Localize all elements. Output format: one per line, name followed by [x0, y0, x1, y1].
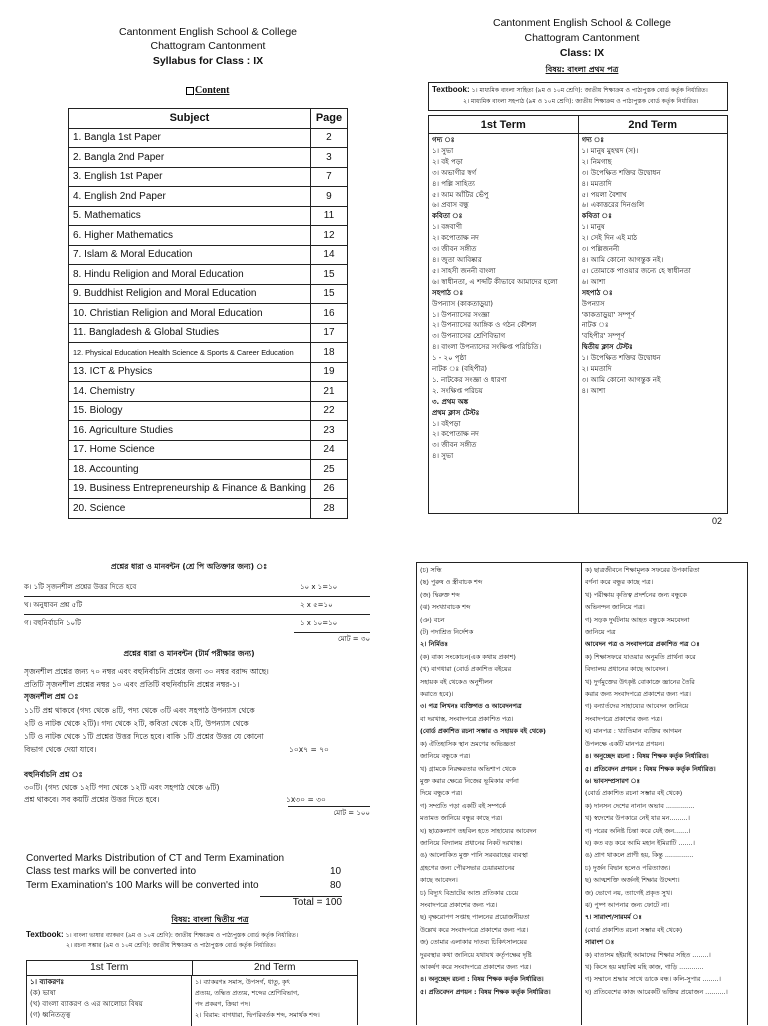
first-term-item: ৩। জীবন সঙ্গীত	[432, 245, 477, 254]
content-row	[69, 362, 348, 382]
first-term-item: ৪। পল্লি সাহিত্য	[432, 179, 475, 188]
right-campus-name: Chattogram Cantonment	[524, 32, 640, 44]
mcq-title: বহুনির্বাচনি প্রশ্ন ঃ	[24, 770, 83, 779]
continuation-left-item: (ক) বাক্য সংকোচন(এক কথায় প্রকাশ)	[420, 652, 516, 661]
marks-title-ct: প্রশ্নের ধারা ও মানবন্টন (শ্রে পি অতিক্তার জন্য) ঃ	[110, 562, 268, 571]
continuation-left-item: ছ) বৃক্ষরোপণ সপ্তাহ পালনের প্রয়োজনীয়তা	[420, 913, 530, 922]
textbook-label: Textbook:	[432, 85, 470, 94]
content-page: 12	[310, 226, 347, 246]
converted-total: Total = 100	[260, 896, 342, 908]
textbook-line-2: ২। মাধ্যমিক বাংলা সহপাঠ (৯ম ও ১০ম শ্রেণি): জাতীয় শিক্ষাক্রম ও পাঠ্যপুস্তক বোর্ড কর্তৃক নির্ধারিত।	[463, 98, 699, 105]
continuation-left-item: (বোর্ড প্রকাশিত রচনা সম্ভার ও সহায়ক বই থেকে)	[420, 727, 546, 736]
content-row	[69, 499, 348, 519]
content-row	[69, 460, 348, 480]
continuation-left-item: কাছে আবেদন।	[420, 876, 458, 885]
content-row	[69, 265, 348, 285]
content-marker-icon	[186, 87, 194, 95]
content-page: 2	[310, 128, 347, 148]
continuation-right-item: ছ) আত্মশক্তি অর্জনই শিক্ষার উদ্দেশ্য।	[585, 876, 680, 885]
mcq-line-2: প্রশ্ন থাকবে। সব কয়টি প্রশ্নের উত্তর দিতে হবে। ১x৩০ = ৩০	[24, 795, 326, 804]
content-row	[69, 401, 348, 421]
content-page: 23	[310, 421, 347, 441]
second-term-item: ৪। মমতাদি	[581, 179, 612, 188]
creative-question-line: ২টি ও নাটক থেকে ২টি)। গদ্য থেকে ২টি, কবিতা থেকে ২টি, উপন্যাস থেকে	[24, 719, 249, 728]
first-term-item: ১। উপন্যাসের সংজ্ঞা	[432, 310, 490, 319]
continuation-right-item: খ) স্বদেশের উপকারে নেই যার মন.........।	[585, 814, 690, 823]
content-subject: 11. Bangladesh & Global Studies	[69, 323, 311, 343]
first-term-item: ১. নাটকের সংজ্ঞা ও ধারণা	[432, 375, 507, 384]
content-row	[69, 148, 348, 168]
term-marks-line: প্রতিটি সৃজনশীল প্রশ্নের নম্বর ১০ এবং প্রতিটি বহুনির্বাচনি প্রশ্নের নম্বর-১।	[24, 680, 240, 689]
second-term-item: কবিতা ঃ	[581, 212, 612, 221]
second-term-item: 'বহিপীর' সম্পূর্ণ	[581, 332, 625, 341]
content-subject: 3. English 1st Paper	[69, 167, 311, 187]
bangla1-subject-title: বিষয়: বাংলা প্রথম পত্র	[545, 65, 619, 74]
continuation-right-item: চ) দুর্জন বিদ্বান হলেও পরিত্যাজ্য।	[585, 863, 671, 872]
continuation-right-item: ঝ) পুষ্প আপনার জন্য ফোটে না।	[585, 900, 670, 909]
converted-value: 80	[330, 880, 342, 891]
content-page: 21	[310, 382, 347, 402]
first-term-item: ২। বই পড়া	[432, 157, 463, 166]
first-term-item: ২। উপন্যাসের আঙ্গিক ও গঠন কৌশল	[432, 321, 537, 330]
continuation-left-item: (ঝ) সংখ্যাবাচক শব্দ	[420, 603, 471, 612]
content-table	[68, 108, 348, 519]
content-row	[69, 323, 348, 343]
mcq-line: ৩০টি। (গদ্য থেকে ১২টি পদ্য থেকে ১২টি এবং সহপাঠ থেকে ৬টি)	[24, 783, 220, 792]
second-term-item: ৬। আশা	[581, 277, 606, 286]
second-term-item: ২। মমতাদি	[581, 365, 612, 374]
first-term-item: ২। কপোতাক্ষ নদ	[432, 430, 479, 439]
content-row	[69, 128, 348, 148]
bangla2-second-term-item: পদ প্রকরণ, ক্রিয়া পদ।	[195, 1000, 251, 1008]
content-subject: 7. Islam & Moral Education	[69, 245, 311, 265]
content-page: 14	[310, 245, 347, 265]
second-term-item: গদ্য ঃ	[581, 136, 605, 144]
mcq-marks: ১x৩০ = ৩০	[286, 795, 326, 804]
first-term-item: ১। বঙ্গবাণী	[432, 223, 462, 232]
left-campus-name: Chattogram Cantonment	[150, 40, 266, 52]
marks-title-term: প্রশ্নের ধারা ও মানবন্টন (টার্ম পরীক্ষার জন্য)	[123, 649, 255, 658]
bangla2-second-term-item: ২। বিরাম: বাগধারা, দ্বিপরিবর্তক শব্দ, সমার্থক শব্দ।	[195, 1011, 320, 1019]
second-term-item: ৪। আমি কোনো আগন্তুক নই।	[581, 255, 664, 264]
continuation-left-item: মুক্ত করার ক্ষেত্রে নিজের ভূমিকার বর্ণনা	[420, 776, 519, 785]
term-header-first: 1st Term	[429, 116, 579, 134]
content-label: Content	[186, 85, 229, 96]
bangla2-textbook	[26, 930, 356, 951]
second-term-item: দ্বিতীয় ক্লাস টেস্টঃ	[581, 343, 633, 352]
content-page: 15	[310, 284, 347, 304]
continuation-left-item: মতামত জানিয়ে বন্ধুর কাছে পত্র।	[420, 814, 503, 823]
textbook-line-1: ১। মাধ্যমিক বাংলা সাহিত্য (৯ম ও ১০ম শ্রেণি): জাতীয় শিক্ষাক্রম ও পাঠ্যপুস্তক বোর্ড কর্তৃক নির্ধারিত।	[471, 87, 708, 94]
content-page: 25	[310, 460, 347, 480]
second-term-item: ২। সেই দিন এই মাঠ	[581, 234, 638, 243]
continuation-left-item: ৩। পত্র লিখনঃ ব্যক্তিগত ও আবেদনপত্র	[420, 702, 522, 711]
content-subject: 6. Higher Mathematics	[69, 226, 311, 246]
bangla2-first-term-item: ১। ব্যাকরণঃ	[30, 978, 65, 986]
content-header-subject: Subject	[69, 109, 311, 129]
continuation-right-item: সারাংশ ঃ	[585, 938, 615, 947]
content-subject: 2. Bangla 2nd Paper	[69, 148, 311, 168]
ct-mark-label: ক। ১টি সৃজনশীল প্রশ্নের উত্তর দিতে হবে	[24, 583, 137, 591]
continuation-right-item: ঘ) কত বড় করে আমি মহান ইমিরাটি .......।	[585, 838, 695, 847]
continuation-right-item: ক) শিক্ষাসফরে যাওয়ার অনুমতি প্রার্থনা করে	[585, 652, 696, 661]
continuation-right-item: ক) বাতাসম হইয়াই আমাদের শিক্ষার সহিত ........।	[585, 950, 711, 959]
bangla2-textbook-line-1: ১। বাংলা ভাষার ব্যাকরণ (৯ম ও ১০ম শ্রেণি): জাতীয় শিক্ষাক্রম ও পাঠ্যপুস্তক বোর্ড কর্তৃক নির্ধারিত।	[65, 932, 299, 939]
para2-last-line: বিভাগ থেকে দেয়া যাবে। ১০x৭ = ৭০	[24, 745, 329, 754]
content-subject: 8. Hindu Religion and Moral Education	[69, 265, 311, 285]
bangla2-term-table	[26, 960, 358, 1025]
second-term-column	[578, 134, 728, 514]
first-term-item: ৪। বাংলা উপন্যাসের সংক্ষিপ্ত পরিচিতি।	[432, 343, 542, 352]
continuation-left-item: গ্রহণের জন্য পৌরসভার চেয়ারম্যানের	[420, 863, 515, 872]
first-term-item: ১। সুভা	[432, 146, 454, 155]
continuation-right-column	[582, 563, 747, 1025]
continuation-left-item: দিয়ে বন্ধুকে পত্র।	[420, 789, 463, 798]
left-school-name: Cantonment English School & College	[118, 26, 298, 38]
content-row	[69, 440, 348, 460]
continuation-right-item: গ) পরের অনিষ্ট চিন্তা করে যেই জন.......।	[585, 826, 691, 835]
continuation-left-item: (ছ) পুরুষ ও স্ত্রীবাচক শব্দ	[420, 578, 483, 587]
term-header-second: 2nd Term	[578, 116, 728, 134]
continuation-left-item: উল্লেখ করে সংবাদপত্রে প্রকাশের জন্য পত্র।	[420, 925, 529, 934]
content-subject: 10. Christian Religion and Moral Education	[69, 304, 311, 324]
first-term-item: ৪। সুভা	[432, 452, 454, 461]
continuation-right-item: জানিয়ে পত্র	[585, 628, 616, 637]
first-term-item: ১। বইপড়া	[432, 419, 461, 428]
bangla2-header-first: 1st Term	[27, 961, 193, 975]
ct-mark-value: ১ x ১০=১০	[300, 619, 338, 627]
page-number: 02	[712, 516, 723, 526]
continuation-right-item: ৪। অনুচ্ছেদ রচনা : বিষয় শিক্ষক কর্তৃক নির্ধারিত।	[585, 752, 709, 761]
content-subject: 20. Science	[69, 499, 311, 519]
continuation-left-item: ঙ) আলোকিত মুক্ত পানি সরবরাহের ব্যবস্থা	[420, 851, 528, 860]
continuation-right-item: খ) দুর্গমুক্তের উৎকৃষ্ট বোকাক্রে জ্ঞানের তৈরি	[585, 677, 695, 686]
content-subject: 12. Physical Education Health Science & Sports & Career Education	[69, 343, 311, 363]
continuation-right-item: গ) বন্যার্তদের সাহায্যের আবেদন জানিয়ে	[585, 702, 689, 711]
bangla2-textbook-line-2: ২। রচনা সম্ভার (৯ম ও ১০ম শ্রেণি): জাতীয় শিক্ষাক্রম ও পাঠ্যপুস্তক বোর্ড কর্তৃক নির্ধারিত।	[66, 942, 276, 949]
continuation-left-item: ২। নির্মিতঃ	[420, 640, 448, 649]
content-page: 24	[310, 440, 347, 460]
continuation-right-item: ক) ছাত্রজীবনে শিক্ষামূলক সফরের উপকারিতা	[585, 566, 700, 574]
first-term-item: কবিতা ঃ	[432, 212, 463, 221]
first-term-item: ৫। আম আঁটির ভেঁপু	[432, 190, 489, 199]
bangla2-first-term-item: (গ) ধ্বনিতত্ত্ব	[30, 1011, 71, 1019]
right-school-name: Cantonment English School & College	[492, 17, 672, 29]
bangla2-first-term-column	[27, 976, 192, 1026]
second-term-item: ১। উপেক্ষিত শক্তির উদ্বোধন	[581, 354, 661, 363]
first-term-item: ৩। অভাগীর স্বর্গ	[432, 168, 477, 177]
converted-title: Converted Marks Distribution of CT and Term Examination	[26, 853, 285, 864]
first-term-item: ৩. প্রথম অঙ্ক	[432, 397, 469, 406]
marks-section	[24, 562, 370, 819]
bangla2-second-term-column	[192, 976, 357, 1026]
continuation-right-item: উপলক্ষে একটি মানপত্র প্রণয়ন।	[585, 739, 665, 748]
content-header-page: Page	[310, 109, 347, 129]
content-row	[69, 206, 348, 226]
first-term-item: নাটক ঃ (বহিপীর)	[432, 365, 488, 374]
second-term-item: সহপাঠ ঃ	[581, 288, 613, 297]
converted-label: Class test marks will be converted into	[26, 866, 197, 877]
continuation-right-item: বর্ণনা করে বন্ধুর কাছে পত্র।	[585, 578, 653, 587]
continuation-left-item: চ) বিদ্যুৎ বিভ্রাটের আশু প্রতিকার চেয়ে	[420, 888, 519, 897]
continuation-right-item: ৫। প্রতিবেদন প্রণয়ন : বিষয় শিক্ষক কর্তৃক নির্ধারিত।	[585, 764, 716, 773]
content-row	[69, 187, 348, 207]
converted-row	[26, 880, 346, 894]
ct-mark-label: খ। অনুধাবন প্রশ্ন ৫টি	[24, 601, 83, 609]
continuation-right-item: ঙ) প্রাণ থাকলে প্রাণী হয়, কিন্তু ..............	[585, 851, 694, 860]
content-row	[69, 343, 348, 363]
second-term-item: ৫। তোমাকে পাওয়ার জন্যে হে স্বাধীনতা	[581, 266, 691, 275]
first-term-column	[429, 134, 579, 514]
first-term-item: ৪। জুতা আবিষ্কার	[432, 255, 482, 264]
continuation-right-item: ৭। সারাংশ/সারমর্ম ঃ	[585, 913, 642, 922]
content-subject: 16. Agriculture Studies	[69, 421, 311, 441]
continuation-left-item: (ঞ) বচন	[420, 615, 445, 624]
continuation-left-item: জ) তোমার এলাকার দাতব্য চিকিৎসালয়ের	[420, 938, 527, 947]
converted-label: Term Examination's 100 Marks will be converted into	[26, 880, 259, 891]
second-term-item: ৩। আমি কোনো আগন্তুক নই	[581, 375, 661, 384]
content-subject: 5. Mathematics	[69, 206, 311, 226]
continuation-right-item: খ) পরীক্ষায় কৃতিত্ব প্রদর্শনের জন্য বন্ধুকে	[585, 590, 687, 599]
continuation-right-item: ক) দানসন দেশের নানান অভাব ..............	[585, 801, 695, 810]
content-subject: 4. English 2nd Paper	[69, 187, 311, 207]
continuation-right-item: ৬। ভাবসম্প্রসারণ ঃ	[585, 776, 640, 785]
content-page: 18	[310, 343, 347, 363]
continuation-right-item: গ) সম্মানে শ্রদ্ধার সাথে ডাকে বন্ধ। কলি-সুপার ........।	[585, 975, 721, 984]
ct-mark-label: গ। বহুনির্বাচনি ১০টি	[24, 619, 81, 627]
bangla2-second-term-item: ১। ব্যাকরণঃ সমাস, উপসর্গ, ধাতু, কৃৎ	[195, 978, 290, 986]
continuation-right-item: খ) কিসে হয় মহাবিশ্ব মহি কাজ, গাড়ি ............	[585, 963, 704, 971]
continuation-left-item: ৫। প্রতিবেদন প্রণয়ন : বিষয় শিক্ষক কর্তৃক নির্ধারিত।	[420, 987, 551, 996]
continuation-right-item: (বোর্ড প্রকাশিত রচনা সম্ভার বই থেকে)	[585, 925, 683, 934]
marks-total-term: মোট = ১০০	[288, 806, 370, 819]
continuation-right-item: আবেদন পত্র ও সংবাদপত্রে প্রকাশিত পত্র ঃ	[585, 640, 700, 649]
continuation-right-item: ঘ) মানপত্র : খ্যাতিমান ব্যক্তির আগমন	[585, 727, 682, 736]
bangla2-first-term-item: (খ) বাংলা ব্যাকরণ ও এর আলোচ্য বিষয়	[30, 1000, 143, 1008]
para2-marks: ১০x৭ = ৭০	[289, 745, 329, 754]
converted-value: 10	[330, 866, 342, 877]
continuation-left-item: জানিয়ে বিদ্যালয় প্রধানের নিকট দরখাস্ত।	[420, 838, 523, 847]
content-subject: 13. ICT & Physics	[69, 362, 311, 382]
continuation-left-item: করাতে হবে)।	[420, 690, 454, 699]
continuation-left-item: দুরবস্থার কথা জানিয়ে যথাযথ কর্তৃপক্ষের দৃষ্টি	[420, 950, 532, 959]
continuation-table	[416, 562, 748, 1025]
content-page: 11	[310, 206, 347, 226]
continuation-right-item: সংবাদপত্রে প্রকাশের জন্য পত্র।	[585, 714, 663, 723]
first-term-item: ২. সংক্ষিপ্ত পরিচয়	[432, 386, 483, 395]
content-row	[69, 421, 348, 441]
content-row	[69, 167, 348, 187]
continuation-left-column	[417, 563, 582, 1025]
left-syllabus-title: Syllabus for Class : IX	[152, 55, 264, 67]
continuation-right-item: (বোর্ড প্রকাশিত রচনা সম্ভার বই থেকে)	[585, 789, 683, 798]
continuation-left-item: খ) গ্রামকে নিরক্ষরতার অভিশাপ থেকে	[420, 764, 516, 773]
continuation-left-item: জানিয়ে বন্ধুকে পত্র।	[420, 752, 471, 761]
continuation-right-item: গ) সড়ক দুর্ঘটনায় আহত বন্ধুকে সমবেদনা	[585, 615, 690, 624]
first-term-item: ৬। স্বাধীনতা, এ শব্দটি কীভাবে আমাদের হলো	[432, 277, 558, 286]
content-subject: 18. Accounting	[69, 460, 311, 480]
continuation-left-item: গ) সম্প্রতি পড়া একটি বই সম্পর্কে	[420, 801, 506, 810]
content-page: 15	[310, 265, 347, 285]
ct-mark-row	[24, 597, 370, 615]
second-term-item: ১। মানুষ মুহম্মদ (স)।	[581, 146, 639, 155]
content-row	[69, 479, 348, 499]
content-row	[69, 382, 348, 402]
first-term-item: প্রথম ক্লাস টেস্টঃ	[432, 408, 480, 417]
second-term-item: ৩। উপেক্ষিত শক্তির উদ্বোধন	[581, 168, 661, 177]
ct-mark-row	[24, 579, 370, 597]
creative-question-line: ১টি ও নাটক থেকে ১টি প্রশ্নের উত্তর দিতে হবে। বাকি ১টি প্রশ্নের উত্তর যে কোনো	[24, 732, 264, 741]
continuation-left-item: বা দরখাস্ত, সংবাদপত্রে প্রকাশিত পত্র।	[420, 714, 514, 723]
content-page: 19	[310, 362, 347, 382]
continuation-right-item: ঘ) প্রতিবেশের কাজ আরেকটি ভক্তির প্রয়োজন ..........।	[585, 987, 728, 996]
term-marks-line: সৃজনশীল প্রশ্নের জন্য ৭০ নম্বর এবং বহুনির্বাচনি প্রশ্নের জন্য ৩০ নম্বর বরাদ্দ আছে।	[24, 667, 269, 676]
continuation-left-item: আকর্ষণ করে সংবাদপত্রে প্রকাশের জন্য পত্র।	[420, 963, 532, 971]
second-term-item: ৫। পয়লা বৈশাখ	[581, 190, 627, 199]
content-subject: 14. Chemistry	[69, 382, 311, 402]
term-table	[428, 115, 728, 514]
content-page: 9	[310, 187, 347, 207]
content-subject: 1. Bangla 1st Paper	[69, 128, 311, 148]
second-term-item: ৩। পল্লিজননী	[581, 245, 620, 254]
content-subject: 17. Home Science	[69, 440, 311, 460]
textbook-box-top	[428, 82, 728, 111]
continuation-right-item: জ) ভোগে নয়, ত্যাগেই প্রকৃত সুখ।	[585, 888, 673, 897]
first-term-item: সহপাঠ ঃ	[432, 288, 464, 297]
content-page: 7	[310, 167, 347, 187]
content-subject: 9. Buddhist Religion and Moral Education	[69, 284, 311, 304]
continuation-right-item: করার জন্য সংবাদপত্রে প্রকাশের জন্য পত্র।	[585, 690, 691, 699]
content-page: 28	[310, 499, 347, 519]
content-subject: 19. Business Entrepreneurship & Finance & Banking	[69, 479, 311, 499]
second-term-item: ৪। আশা	[581, 386, 606, 395]
continuation-left-item: সংবাদপত্রে প্রকাশের জন্য পত্র।	[420, 900, 498, 909]
content-page: 22	[310, 401, 347, 421]
content-row	[69, 245, 348, 265]
content-row	[69, 304, 348, 324]
first-term-item: ২। কপোতাক্ষ নদ	[432, 234, 479, 243]
continuation-right-item: অভিনন্দন জানিয়ে পত্র।	[585, 603, 645, 612]
bangla2-second-term-item: প্রত্যয়, তদ্ধিত প্রত্যয়, শব্দের শ্রেণিবিভাগ,	[195, 989, 300, 997]
second-term-item: নাটক ঃ	[581, 321, 609, 330]
continuation-right-item: বিদ্যালয় প্রধানের কাছে আবেদন।	[585, 665, 668, 674]
first-term-item: উপন্যাস (কাকতাড়ুয়া)	[432, 299, 494, 308]
content-page: 17	[310, 323, 347, 343]
second-term-item: ৬। একাত্তরের দিনগুলি	[581, 201, 645, 210]
second-term-item: 'কাকতাড়ুয়া' সম্পূর্ণ	[581, 310, 635, 319]
right-class-title: Class: IX	[559, 47, 605, 59]
first-term-item: ৩। জীবন সঙ্গীত	[432, 441, 477, 450]
bangla2-textbook-label: Textbook:	[26, 930, 64, 939]
continuation-left-item: (ট) পদাশ্রিত নির্দেশক	[420, 628, 474, 637]
creative-question-title: সৃজনশীল প্রশ্ন ঃ	[24, 692, 79, 701]
second-term-item: উপন্যাস	[581, 299, 605, 308]
continuation-left-item: ক) ঐতিহাসিক স্থান ভ্রমণের অভিজ্ঞতা	[420, 739, 516, 748]
ct-mark-row	[24, 615, 370, 632]
continuation-left-item: ৪। অনুচ্ছেদ রচনা : বিষয় শিক্ষক কর্তৃক নির্ধারিত।	[420, 975, 544, 984]
first-term-item: ১ - ২০ পৃষ্ঠা	[432, 354, 467, 363]
bangla2-subject-title: বিষয়: বাংলা দ্বিতীয় পত্র	[171, 915, 249, 924]
first-term-item: ৩। উপন্যাসের শ্রেণিবিভাগ	[432, 332, 506, 341]
content-subject: 15. Biology	[69, 401, 311, 421]
ct-mark-value: ১০ x ১=১০	[300, 583, 338, 591]
bangla2-header-second: 2nd Term	[253, 962, 296, 973]
continuation-left-item: সহায়ক বই থেকেও অনুশীলন	[420, 677, 493, 686]
content-page: 26	[310, 479, 347, 499]
content-page: 16	[310, 304, 347, 324]
ct-mark-value: ২ x ৫=১০	[300, 601, 333, 609]
first-term-item: ৬। প্রবাস বন্ধু	[432, 201, 469, 210]
creative-question-line: ১১টি প্রশ্ন থাকবে (গদ্য থেকে ৪টি, পদ্য থেকে ৩টি এবং সহপাঠ উপন্যাস থেকে	[24, 706, 255, 715]
second-term-item: ১। মানুষ	[581, 223, 605, 232]
first-term-item: গদ্য ঃ	[432, 136, 455, 144]
first-term-item: ৫। সাহসী জননী বাংলা	[432, 266, 496, 275]
content-row	[69, 284, 348, 304]
content-row	[69, 226, 348, 246]
continuation-left-item: ঘ) ছাত্রকল্যাণ তহবিল হতে সাহায্যের আবেদন	[420, 826, 537, 835]
continuation-left-item: (চ) সন্ধি	[420, 566, 442, 574]
content-page: 3	[310, 148, 347, 168]
marks-total-ct: মোট = ৩০	[294, 632, 370, 645]
converted-row	[26, 866, 346, 880]
continuation-left-item: (জ) দ্বিরুক্ত শব্দ	[420, 590, 460, 599]
bangla2-first-term-item: (ক) ভাষা	[30, 989, 56, 997]
continuation-left-item: (খ) বাগধারা (বোর্ড প্রকাশিত বইয়ের	[420, 665, 512, 674]
second-term-item: ২। নিমগাছ	[581, 157, 612, 166]
